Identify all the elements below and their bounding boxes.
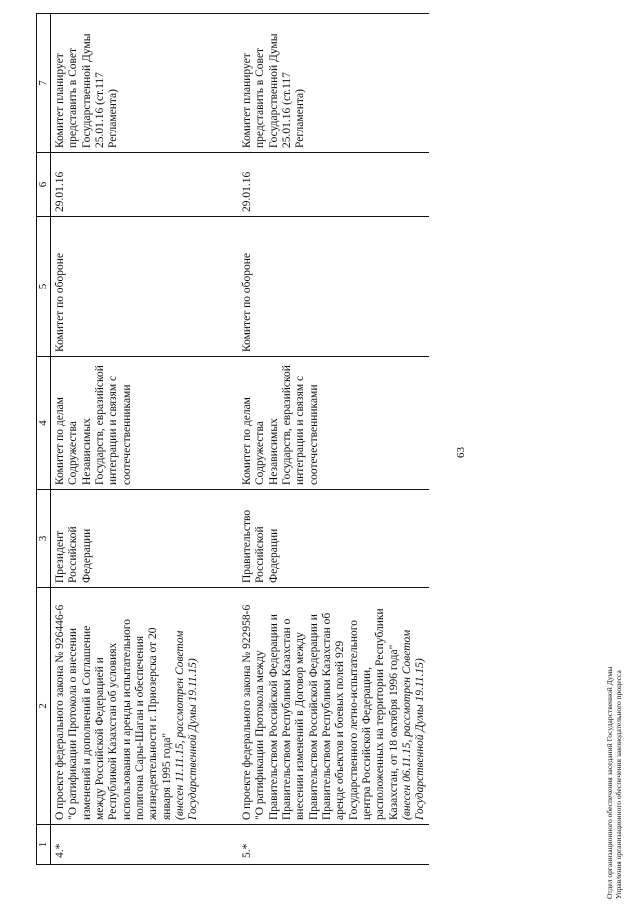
bills-table [36,13,429,865]
column-header: 6 [37,153,51,217]
column-header: 4 [37,357,51,490]
note: Комитет планирует представить в Совет Государственной Думы 25.01.16 (ст.117 Регламента) [51,14,236,153]
responsible-committee: Комитет по делам Содружества Независимых Государств, евразийской интеграции и связям с соотечественниками [51,357,236,490]
note: Комитет планирует представить в Совет Государственной Думы 25.01.16 (ст.117 Регламента) [235,14,429,153]
row-number: 4.* [51,825,236,865]
bill-description: "О ратификации Протокола между Правительством Российской Федерации и Правительством Республики Казахстан о внесении изменений в Договор между Правительством Российской Федерации и Правительством Республики Казахстан об аренде объектов и боевых полей 929 Государственного летно-испытательного центра Российской Федерации, расположенных на территории Республики Казахстан, от 18 октября 1996 года" [254,608,400,820]
footer-line: Управления организационного обеспечения законодательного процесса [614,670,624,899]
bill-submission-note: (внесен 11.11.15, рассмотрен Советом Государственной Думы 19.11.15) [173,630,200,820]
column-header: 3 [37,490,51,588]
table-row [51,14,236,865]
co-committee: Комитет по обороне [51,217,236,357]
column-header: 7 [37,14,51,153]
column-header: 2 [37,588,51,825]
bill-title: О проекте федерального закона № 926446-6 [54,604,66,820]
date: 29.01.16 [235,153,429,217]
initiator: Правительство Российской Федерации [235,490,429,588]
bill-cell [235,588,429,825]
table-row [235,14,429,865]
bill-submission-note: (внесен 06.11.15, рассмотрен Советом Государственной Думы 19.11.15) [400,629,427,820]
footer [605,139,624,899]
responsible-committee: Комитет по делам Содружества Независимых Государств, евразийской интеграции и связям с соотечественниками [235,357,429,490]
co-committee: Комитет по обороне [235,217,429,357]
bill-cell [51,588,236,825]
column-number-row [37,14,51,865]
initiator: Президент Российской Федерации [51,490,236,588]
bill-description: "О ратификации Протокола о внесении изменений и дополнений в Соглашение между Российской Федерацией и Республикой Казахстан об условиях использования и аренды испытательного полигона Сары-Шаган и обеспечения жизнедеятельности г. Приозерска от 20 января 1995 года" [67,619,173,820]
column-header: 5 [37,217,51,357]
date: 29.01.16 [51,153,236,217]
row-number: 5.* [235,825,429,865]
page-number: 63 [455,447,467,458]
footer-line: Отдел организационного обеспечения заседаний Государственной Думы [605,666,614,899]
column-header: 1 [37,825,51,865]
bill-title: О проекте федерального закона № 922958-6 [241,604,253,820]
